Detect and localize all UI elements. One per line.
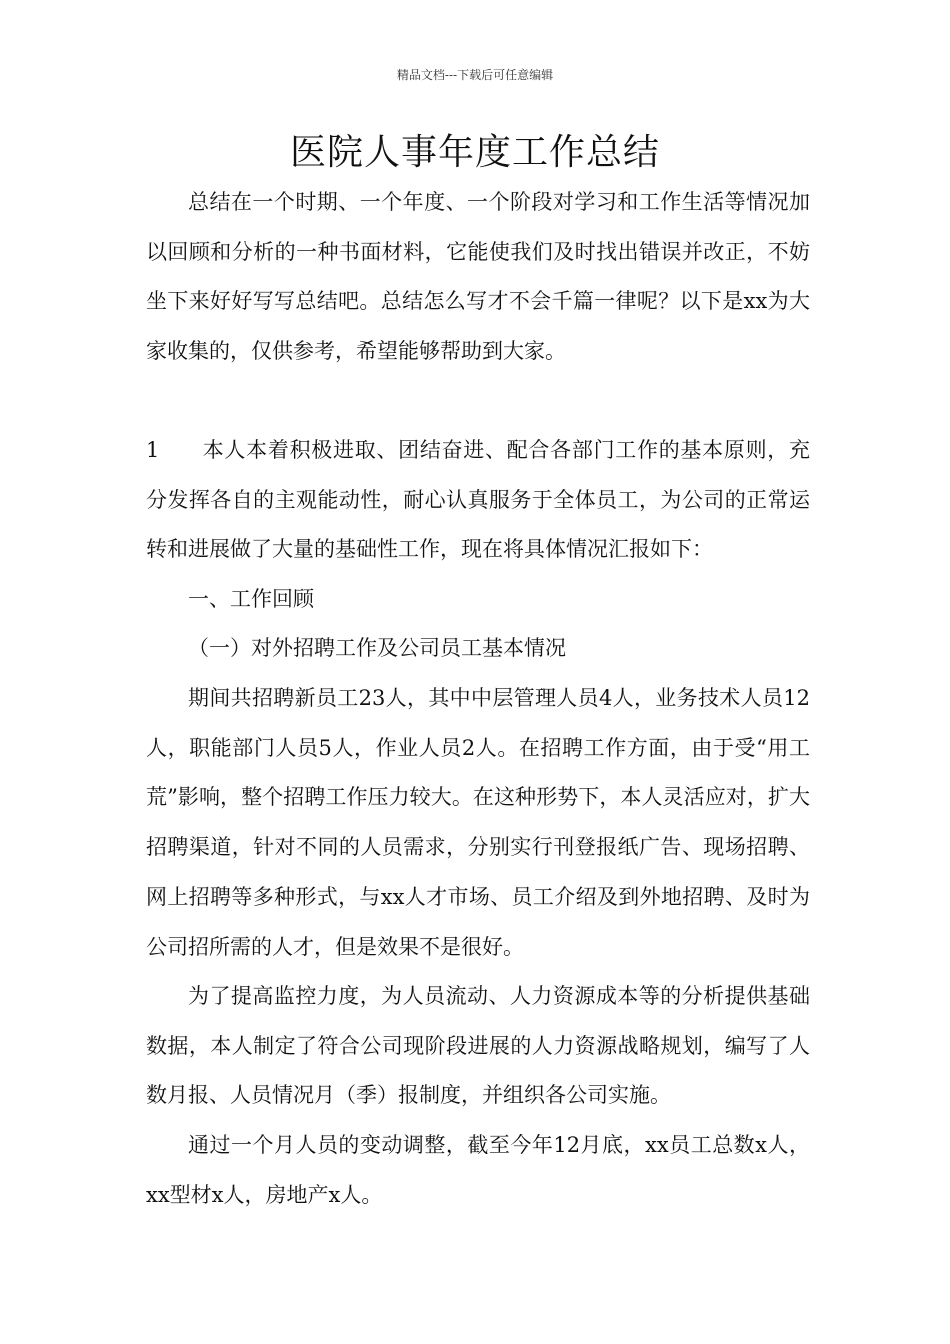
item-number: 1 (146, 438, 160, 462)
document-title: 医院人事年度工作总结 (289, 132, 660, 173)
monitoring-paragraph: 为了提高监控力度，为人员流动、人力资源成本等的分析提供基础数据，本人制定了符合公司现阶段进展的人力资源战略规划，编写了人数月报、人员情况月（季）报制度，并组织各公司实施。 (146, 984, 810, 1108)
item-text: 本人本着积极进取、团结奋进、配合各部门工作的基本原则，充分发挥各自的主观能动性，耐心认真服务于全体员工，为公司的正常运转和进展做了大量的基础性工作，现在将具体情况汇报如下： (146, 438, 810, 562)
subsection-heading: （一）对外招聘工作及公司员工基本情况 (188, 636, 566, 660)
numbered-paragraph (146, 426, 810, 575)
section-heading: 一、工作回顾 (188, 587, 314, 611)
headcount-paragraph: 通过一个月人员的变动调整，截至今年12月底，xx员工总数x人，xx型材x人，房地产x人。 (146, 1133, 810, 1207)
header-note: 精品文档---下载后可任意编辑 (396, 68, 554, 82)
intro-paragraph: 总结在一个时期、一个年度、一个阶段对学习和工作生活等情况加以回顾和分析的一种书面材料，它能使我们及时找出错误并改正，不妨坐下来好好写写总结吧。总结怎么写才不会千篇一律呢？以下是xx为大家收集的，仅供参考，希望能够帮助到大家。 (146, 190, 810, 364)
recruitment-paragraph: 期间共招聘新员工23人，其中中层管理人员4人，业务技术人员12人，职能部门人员5人，作业人员2人。在招聘工作方面，由于受“用工荒”影响，整个招聘工作压力较大。在这种形势下，本人灵活应对，扩大招聘渠道，针对不同的人员需求，分别实行刊登报纸广告、现场招聘、网上招聘等多种形式，与xx人才市场、员工介绍及到外地招聘、及时为公司招所需的人才，但是效果不是很好。 (146, 686, 810, 959)
